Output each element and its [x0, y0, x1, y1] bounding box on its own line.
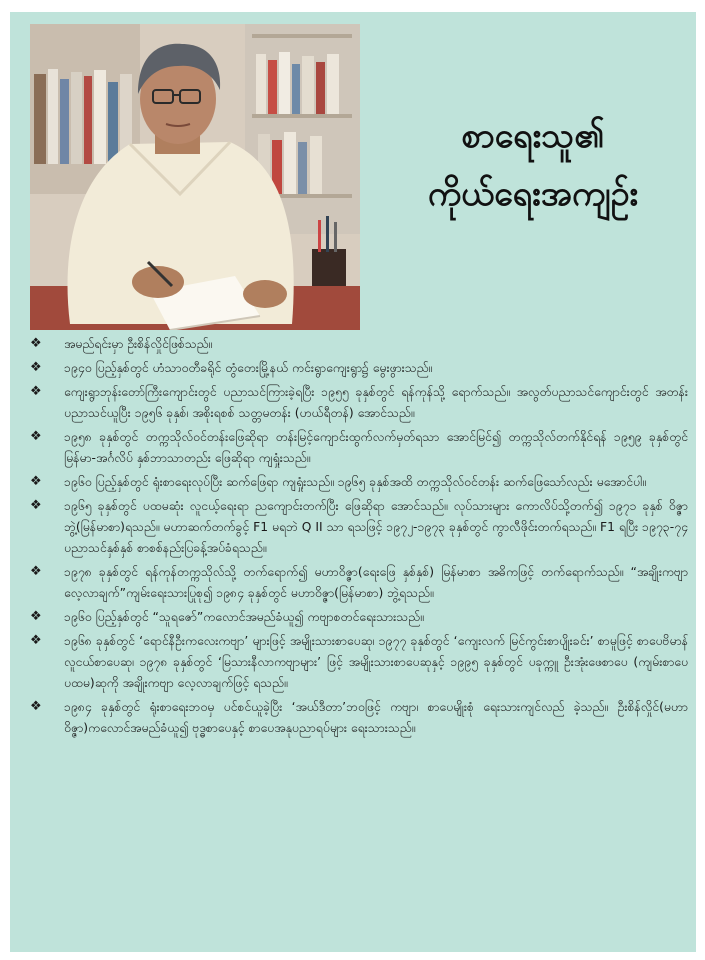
list-item-text: ၁၉၆၅ ခုနှစ်တွင် ပထမဆုံး လူငယ့်ရေးရာ ညကျောင်းတက်ပြီး ဖြေဆိုရာ အောင်သည်။ လုပ်သားများ ကောလိပ်သို့တက်၍ ၁၉၇၁ ခုနှစ် ဝိဇ္ဇာဘွဲ့(မြန်မာစာ)ရသည်။ မဟာဆက်တက်ခွင့် F1 မရဘဲ Q II သာ ရသဖြင့် ၁၉၇၂-၁၉၇၃ ခုနှစ်တွင် ကွာလီဖိုင်းတက်ရသည်။ F1 ရပြီး ၁၉၇၃-၇၄ ပညာသင်နှစ်နှစ် စာစစ်နည်းပြခန့်အပ်ခံရသည်။ — [64, 499, 688, 555]
list-item — [24, 607, 688, 628]
list-item-text: ၁၉၈၄ ခုနှစ်တွင် ရုံးစာရေးဘဝမှ ပင်စင်ယူခဲ့ပြီး ‘အယ်ဒီတာ’ဘဝဖြင့် ကဗျာ၊ စာပေမျိုးစုံ ရေးသားကျင်လည် ခဲ့သည်။ ဦးစိန်လှိုင်(မဟာဝိဇ္ဇာ)ကလောင်အမည်ခံယူ၍ ဗုဒ္ဓစာပေနှင့် စာပေအနုပညာရပ်များ ရေးသားသည်။ — [64, 700, 688, 735]
four-petal-diamond-icon: ❖ — [30, 360, 42, 375]
list-item — [24, 358, 688, 379]
biography-panel — [10, 12, 696, 952]
list-item-text: ကျေးရွာဘုန်းတော်ကြီးကျောင်းတွင် ပညာသင်ကြားခဲ့ရပြီး ၁၉၅၅ ခုနှစ်တွင် ရန်ကုန်သို့ ရောက်သည်။ အလွတ်ပညာသင်ကျောင်းတွင် အတန်းပညာသင်ယူပြီး ၁၉၅၆ ခုနှစ်၊ အစိုးရစစ် သတ္တမတန်း (ဟယ်ရီတန်) အောင်သည်။ — [64, 385, 688, 420]
four-petal-diamond-icon: ❖ — [30, 699, 42, 714]
list-item-text: ၁၉၄၀ ပြည့်နှစ်တွင် ဟံသာဝတီခရိုင် တွံတေးမြို့နယ် ကင်းရွာကျေးရွာ၌ မွေးဖွားသည်။ — [64, 361, 433, 375]
list-item-text: ၁၉၆၀ ပြည့်နှစ်တွင် ရုံးစာရေးလုပ်ပြီး ဆက်ဖြေရာ ကျရှုံးသည်။ ၁၉၆၅ ခုနှစ်အထိ တက္ကသိုလ်ဝင်တန်း ဆက်ဖြေသော်လည်း မအောင်ပါ။ — [64, 475, 646, 489]
four-petal-diamond-icon: ❖ — [30, 429, 42, 444]
list-item-text: ၁၉၆၀ ပြည့်နှစ်တွင် “သူရဇော်”ကလောင်အမည်ခံယူ၍ ကဗျာစတင်ရေးသားသည်။ — [64, 610, 424, 624]
list-item — [24, 697, 688, 739]
list-item — [24, 334, 688, 355]
four-petal-diamond-icon: ❖ — [30, 384, 42, 399]
page-title — [370, 107, 696, 223]
biography-list — [24, 334, 688, 742]
four-petal-diamond-icon: ❖ — [30, 564, 42, 579]
list-item-text: ၁၉၅၈ ခုနှစ်တွင် တက္ကသိုလ်ဝင်တန်းဖြေဆိုရာ တန်းမြင့်ကျောင်းထွက်လက်မှတ်ရသာ အောင်မြင်၍ တက္ကသိုလ်တက်နိုင်ရန် ၁၉၅၉ ခုနှစ်တွင် မြန်မာ-အင်္ဂလိပ် နှစ်ဘာသာတည်း ဖြေဆိုရာ ကျရှုံးသည်။ — [64, 430, 688, 465]
list-item — [24, 562, 688, 604]
title-line-1: စာရေးသူ၏ — [461, 116, 605, 156]
list-item — [24, 631, 688, 694]
four-petal-diamond-icon: ❖ — [30, 336, 42, 351]
four-petal-diamond-icon: ❖ — [30, 498, 42, 513]
title-line-2: ကိုယ်ရေးအကျဉ်း — [427, 174, 639, 214]
author-photo — [30, 24, 360, 330]
list-item — [24, 427, 688, 469]
four-petal-diamond-icon: ❖ — [30, 633, 42, 648]
four-petal-diamond-icon: ❖ — [30, 474, 42, 489]
list-item-text: ၁၉၇၈ ခုနှစ်တွင် ရန်ကုန်တက္ကသိုလ်သို့ တက်ရောက်၍ မဟာဝိဇ္ဇာ(ရေးဖြေ နှစ်နှစ်) မြန်မာစာ အဓိကဖြင့် တက်ရောက်သည်။ “အချိုးကဗျာလေ့လာချက်”ကျမ်းရေးသားပြုစု၍ ၁၉၈၄ ခုနှစ်တွင် မဟာဝိဇ္ဇာ(မြန်မာစာ) ဘွဲ့ရသည်။ — [64, 565, 688, 600]
list-item-text: ၁၉၆၈ ခုနှစ်တွင် ‘ရောင်နီဦးကလေးကဗျာ’ များဖြင့် အမျိုးသားစာပေဆု၊ ၁၉၇၇ ခုနှစ်တွင် ‘ကျေးလက် မြင်ကွင်းစာပျိုးခင်း’ စာမူဖြင့် စာပေဗိမာန်လူငယ်စာပေဆု၊ ၁၉၇၈ ခုနှစ်တွင် ‘မြသားနီလာကဗျာများ’ ဖြင့် အမျိုးသားစာပေဆုနှင့် ၁၉၉၅ ခုနှစ်တွင် ပခုက္ကူ ဦးအုံးဖေစာပေ (ကျမ်းစာပေပထမ)ဆုကို အချိုးကဗျာ လေ့လာချက်ဖြင့် ရသည်။ — [64, 634, 688, 690]
list-item — [24, 496, 688, 559]
list-item — [24, 472, 688, 493]
four-petal-diamond-icon: ❖ — [30, 609, 42, 624]
list-item — [24, 382, 688, 424]
list-item-text: အမည်ရင်းမှာ ဦးစိန်လှိုင်ဖြစ်သည်။ — [64, 337, 213, 351]
